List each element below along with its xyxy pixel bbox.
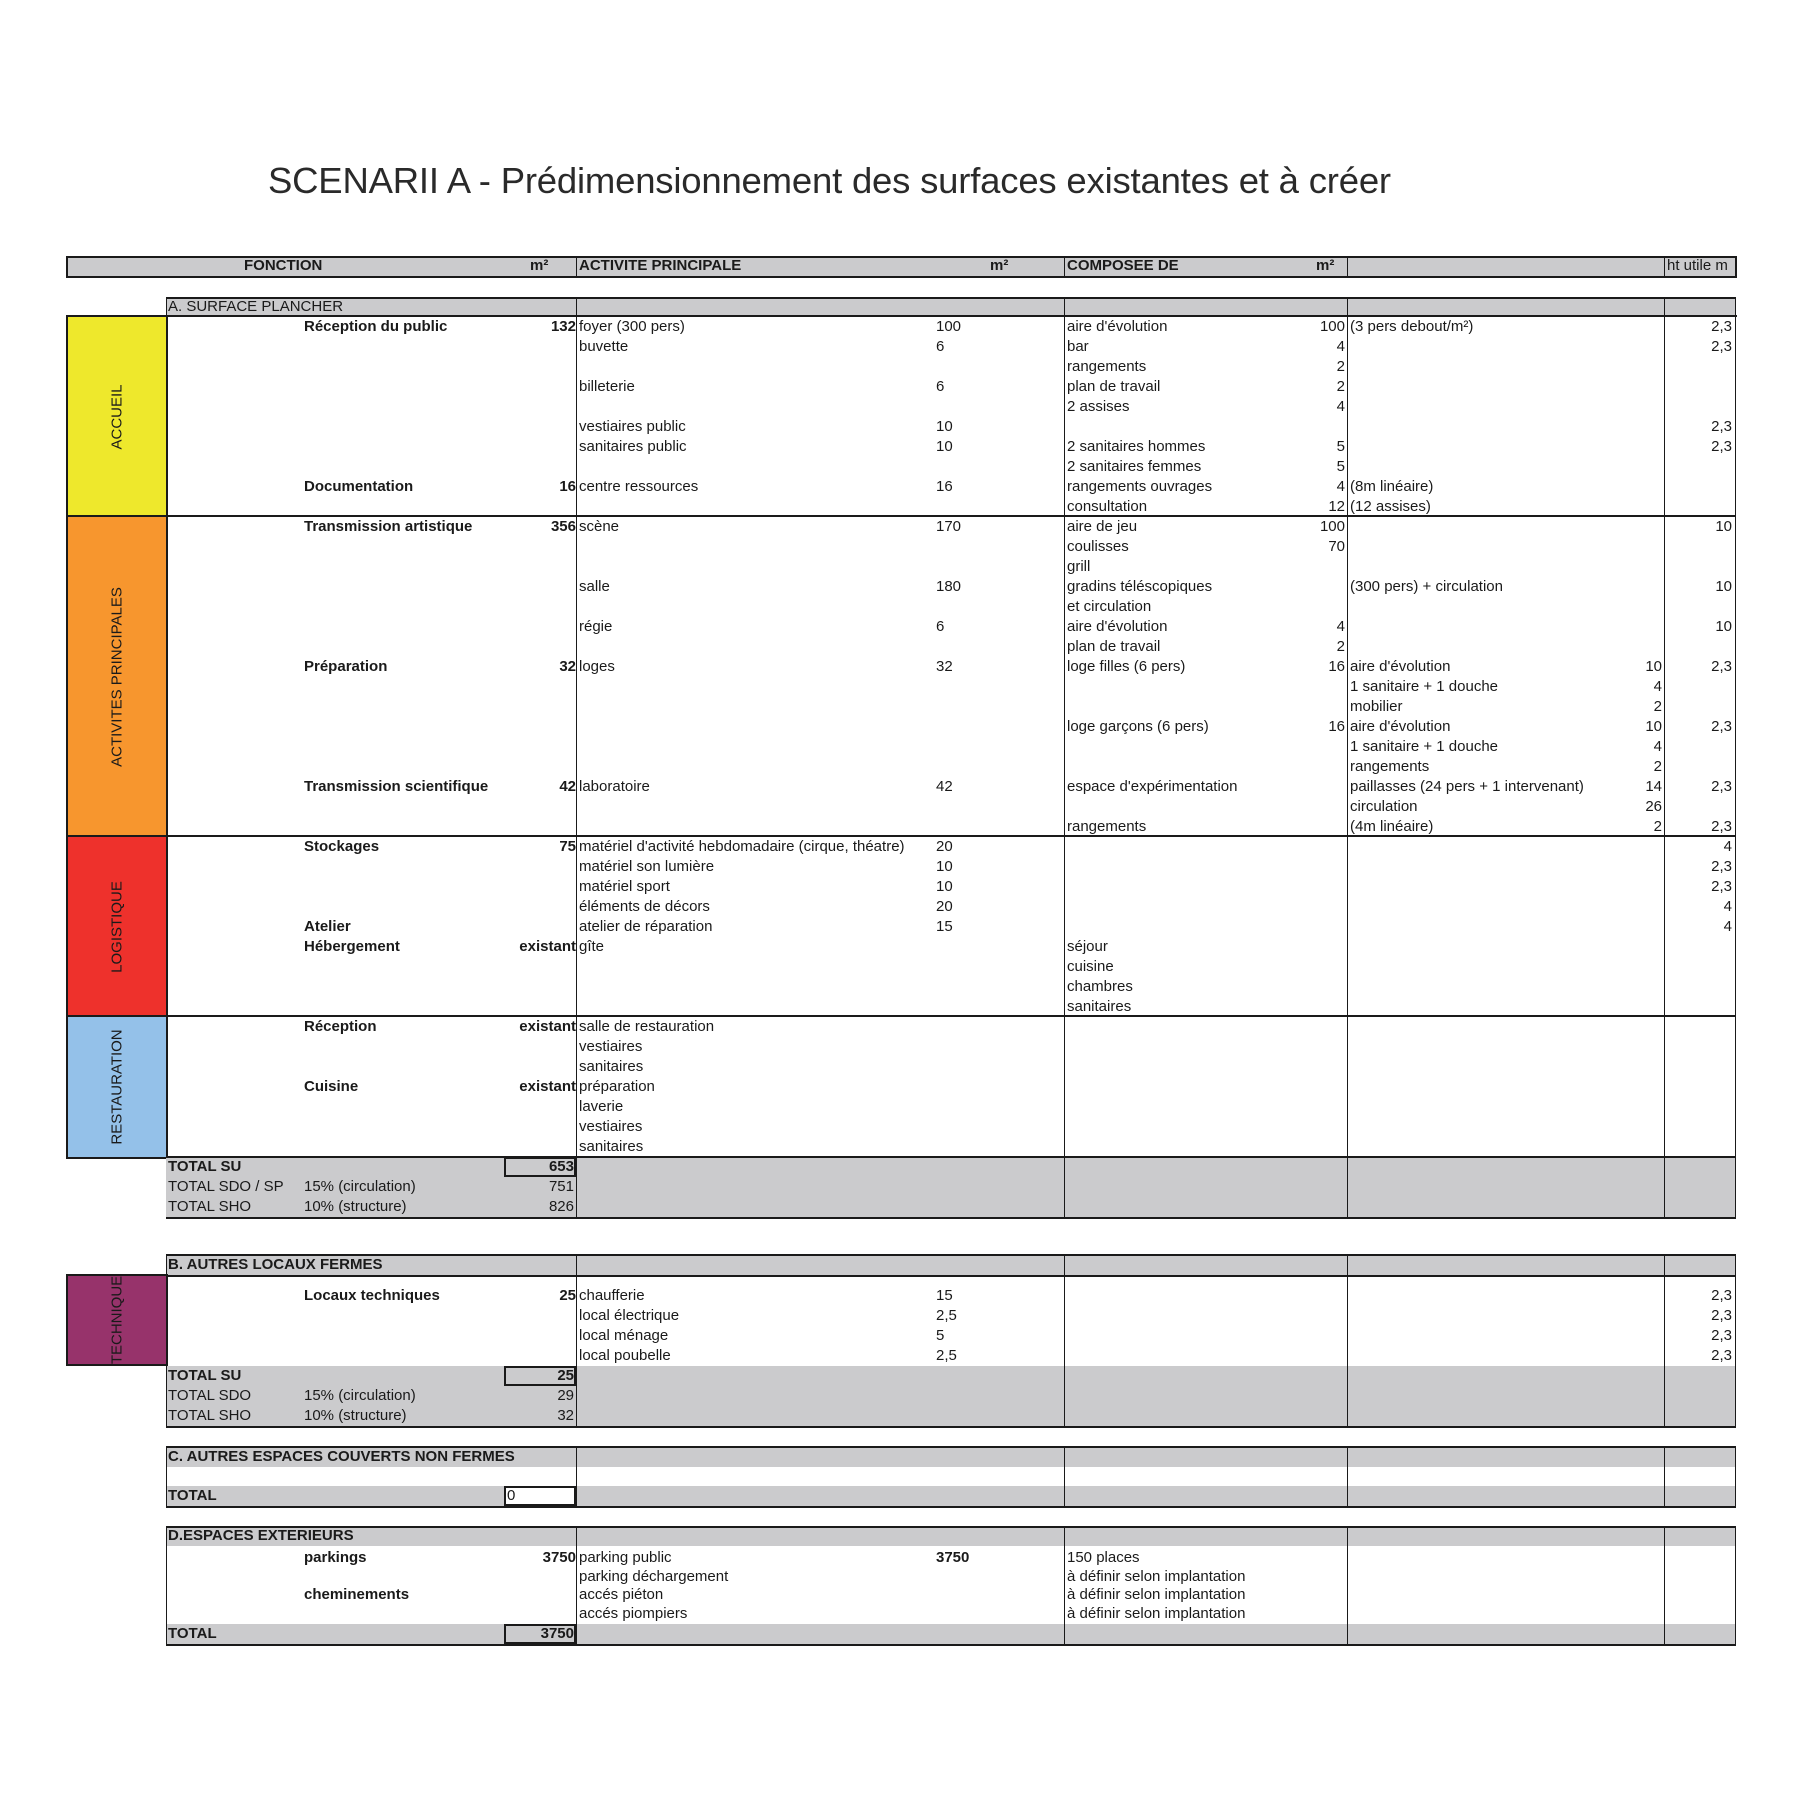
- section-title: B. AUTRES LOCAUX FERMES: [168, 1256, 383, 1273]
- height-value: 10: [1715, 518, 1732, 535]
- total-label: TOTAL SHO: [168, 1198, 252, 1215]
- section-bottom-rule: [166, 1426, 1736, 1428]
- function-name: cheminements: [304, 1586, 410, 1603]
- total-label: TOTAL SU: [168, 1158, 242, 1175]
- column-divider: [576, 1526, 577, 1646]
- component-name: espace d'expérimentation: [1067, 778, 1238, 795]
- function-name: Cuisine: [304, 1078, 359, 1095]
- detail-text: (300 pers) + circulation: [1350, 578, 1503, 595]
- section-title: D.ESPACES EXTERIEURS: [168, 1527, 354, 1544]
- category-label-accueil: ACCUEIL: [108, 384, 126, 450]
- left-border: [166, 1254, 167, 1426]
- activity-area: 15: [936, 1287, 953, 1304]
- detail-text: rangements: [1350, 758, 1430, 775]
- header-m2: m²: [990, 257, 1009, 274]
- function-area: 3750: [542, 1549, 576, 1566]
- total-value-box: [504, 1157, 576, 1177]
- header-fonction: FONCTION: [244, 257, 323, 274]
- activity-area: 170: [936, 518, 962, 535]
- height-value: 2,3: [1711, 1347, 1732, 1364]
- component-name: séjour: [1067, 938, 1108, 955]
- right-border: [1735, 297, 1736, 1217]
- function-area: 16: [559, 478, 576, 495]
- header-m2: m²: [530, 257, 549, 274]
- function-name: Locaux techniques: [304, 1287, 440, 1304]
- height-value: 2,3: [1711, 718, 1732, 735]
- function-area: existant: [519, 1018, 576, 1035]
- component-area: 100: [1319, 518, 1345, 535]
- totals-band: [166, 1624, 1735, 1644]
- activity-area: 6: [936, 618, 945, 635]
- activity-name: éléments de décors: [579, 898, 710, 915]
- detail-text: (12 assises): [1350, 498, 1431, 515]
- detail-area: 2: [1653, 698, 1662, 715]
- column-divider: [1064, 1526, 1065, 1646]
- total-label: TOTAL SHO: [168, 1407, 252, 1424]
- component-name: 2 sanitaires femmes: [1067, 458, 1202, 475]
- left-border: [166, 1526, 167, 1646]
- activity-area: 100: [936, 318, 962, 335]
- component-name: loge filles (6 pers): [1067, 658, 1186, 675]
- component-name: 2 assises: [1067, 398, 1130, 415]
- component-area: 2: [1336, 378, 1345, 395]
- height-value: 2,3: [1711, 818, 1732, 835]
- component-area: 12: [1328, 498, 1345, 515]
- detail-text: (3 pers debout/m²): [1350, 318, 1474, 335]
- total-note: 10% (structure): [304, 1198, 407, 1215]
- activity-name: vestiaires public: [579, 418, 686, 435]
- detail-text: aire d'évolution: [1350, 658, 1451, 675]
- activity-name: vestiaires: [579, 1118, 643, 1135]
- activity-name: billeterie: [579, 378, 635, 395]
- height-value: 2,3: [1711, 1307, 1732, 1324]
- function-area: existant: [519, 938, 576, 955]
- detail-area: 10: [1645, 718, 1662, 735]
- function-area: existant: [519, 1078, 576, 1095]
- category-label-restauration: RESTAURATION: [108, 1029, 126, 1145]
- component-name: cuisine: [1067, 958, 1114, 975]
- function-area: 356: [550, 518, 576, 535]
- activity-area: 20: [936, 838, 953, 855]
- component-area: 70: [1328, 538, 1345, 555]
- component-area: 4: [1336, 478, 1345, 495]
- column-divider: [576, 256, 577, 278]
- detail-area: 4: [1653, 738, 1662, 755]
- activity-name: matériel d'activité hebdomadaire (cirque, théatre): [579, 838, 905, 855]
- detail-text: mobilier: [1350, 698, 1403, 715]
- activity-name: laboratoire: [579, 778, 650, 795]
- function-area: 32: [559, 658, 576, 675]
- total-value: 653: [548, 1158, 574, 1175]
- section-bottom-rule: [166, 1217, 1736, 1219]
- header-composee: COMPOSEE DE: [1067, 257, 1179, 274]
- component-name: consultation: [1067, 498, 1148, 515]
- component-name: rangements ouvrages: [1067, 478, 1213, 495]
- group-rule: [166, 1015, 1736, 1017]
- column-divider: [576, 1446, 577, 1508]
- function-area: 132: [550, 318, 576, 335]
- header-m2: m²: [1316, 257, 1335, 274]
- totals-rule: [166, 1156, 1736, 1158]
- height-value: 10: [1715, 618, 1732, 635]
- activity-area: 16: [936, 478, 953, 495]
- component-name: gradins téléscopiques: [1067, 578, 1213, 595]
- component-area: 5: [1336, 438, 1345, 455]
- activity-area: 10: [936, 878, 953, 895]
- detail-text: (4m linéaire): [1350, 818, 1434, 835]
- activity-name: local électrique: [579, 1307, 680, 1324]
- activity-name: chaufferie: [579, 1287, 645, 1304]
- activity-name: buvette: [579, 338, 629, 355]
- column-divider: [1064, 1254, 1065, 1426]
- height-value: 4: [1723, 918, 1732, 935]
- activity-name: local poubelle: [579, 1347, 671, 1364]
- component-name: aire d'évolution: [1067, 618, 1168, 635]
- total-label: TOTAL SDO / SP: [168, 1178, 284, 1195]
- activity-area: 5: [936, 1327, 945, 1344]
- activity-name: salle: [579, 578, 610, 595]
- column-divider: [576, 1254, 577, 1426]
- activity-area: 3750: [936, 1549, 970, 1566]
- height-value: 2,3: [1711, 418, 1732, 435]
- activity-area: 2,5: [936, 1347, 957, 1364]
- column-divider: [1347, 1157, 1348, 1217]
- component-area: 100: [1319, 318, 1345, 335]
- height-value: 2,3: [1711, 438, 1732, 455]
- height-value: 2,3: [1711, 338, 1732, 355]
- group-rule: [166, 515, 1736, 517]
- column-divider: [1064, 297, 1065, 1217]
- activity-area: 10: [936, 438, 953, 455]
- column-divider: [1347, 256, 1348, 278]
- component-name: plan de travail: [1067, 638, 1161, 655]
- component-name: coulisses: [1067, 538, 1129, 555]
- component-name: à définir selon implantation: [1067, 1586, 1246, 1603]
- activity-name: sanitaires: [579, 1058, 644, 1075]
- activity-name: foyer (300 pers): [579, 318, 685, 335]
- function-name: Documentation: [304, 478, 414, 495]
- category-label-activites: ACTIVITES PRINCIPALES: [108, 587, 126, 767]
- column-divider: [1347, 1254, 1348, 1426]
- column-divider: [1064, 1446, 1065, 1508]
- column-divider: [1664, 297, 1665, 1217]
- activity-name: sanitaires: [579, 1138, 644, 1155]
- detail-text: 1 sanitaire + 1 douche: [1350, 738, 1499, 755]
- height-value: 4: [1723, 898, 1732, 915]
- total-value: 826: [548, 1198, 574, 1215]
- activity-name: matériel sport: [579, 878, 670, 895]
- detail-text: 1 sanitaire + 1 douche: [1350, 678, 1499, 695]
- activity-name: préparation: [579, 1078, 655, 1095]
- activity-name: accés piéton: [579, 1586, 664, 1603]
- component-name: bar: [1067, 338, 1089, 355]
- activity-name: matériel son lumière: [579, 858, 715, 875]
- component-name: chambres: [1067, 978, 1133, 995]
- activity-name: salle de restauration: [579, 1018, 715, 1035]
- detail-area: 26: [1645, 798, 1662, 815]
- component-name: et circulation: [1067, 598, 1152, 615]
- detail-area: 2: [1653, 758, 1662, 775]
- column-divider: [1664, 1254, 1665, 1426]
- activity-area: 180: [936, 578, 962, 595]
- component-name: à définir selon implantation: [1067, 1605, 1246, 1622]
- component-area: 4: [1336, 618, 1345, 635]
- activity-name: accés piompiers: [579, 1605, 688, 1622]
- total-label: TOTAL: [168, 1625, 217, 1642]
- section-title: A. SURFACE PLANCHER: [168, 298, 344, 315]
- column-divider: [1664, 1157, 1665, 1217]
- column-divider: [1664, 256, 1665, 278]
- component-area: 16: [1328, 658, 1345, 675]
- component-name: plan de travail: [1067, 378, 1161, 395]
- height-value: 4: [1723, 838, 1732, 855]
- height-value: 2,3: [1711, 878, 1732, 895]
- activity-area: 10: [936, 858, 953, 875]
- detail-text: circulation: [1350, 798, 1418, 815]
- activity-area: 42: [936, 778, 953, 795]
- component-area: 2: [1336, 638, 1345, 655]
- height-value: 2,3: [1711, 1327, 1732, 1344]
- total-note: 15% (circulation): [304, 1387, 416, 1404]
- detail-text: aire d'évolution: [1350, 718, 1451, 735]
- component-name: grill: [1067, 558, 1091, 575]
- right-border: [1735, 1254, 1736, 1426]
- function-name: Transmission artistique: [304, 518, 473, 535]
- activity-area: 6: [936, 378, 945, 395]
- component-name: rangements: [1067, 818, 1147, 835]
- function-name: Préparation: [304, 658, 388, 675]
- column-divider: [576, 297, 577, 1217]
- detail-area: 2: [1653, 818, 1662, 835]
- column-divider: [1664, 1446, 1665, 1508]
- total-value: 25: [557, 1367, 574, 1384]
- total-value: 29: [557, 1387, 574, 1404]
- height-value: 2,3: [1711, 858, 1732, 875]
- function-name: Réception: [304, 1018, 377, 1035]
- component-name: aire de jeu: [1067, 518, 1138, 535]
- function-name: Hébergement: [304, 938, 400, 955]
- activity-name: centre ressources: [579, 478, 699, 495]
- header-activite: ACTIVITE PRINCIPALE: [579, 257, 742, 274]
- activity-area: 2,5: [936, 1307, 957, 1324]
- total-value: 3750: [540, 1625, 574, 1642]
- header-ht-utile: ht utile m: [1667, 257, 1728, 274]
- height-value: 2,3: [1711, 658, 1732, 675]
- component-name: loge garçons (6 pers): [1067, 718, 1209, 735]
- column-divider: [1664, 1526, 1665, 1646]
- total-value-box: [504, 1366, 576, 1386]
- total-label: TOTAL SDO: [168, 1387, 252, 1404]
- activity-name: scène: [579, 518, 620, 535]
- detail-text: paillasses (24 pers + 1 intervenant): [1350, 778, 1584, 795]
- column-divider: [1347, 1526, 1348, 1646]
- activity-name: local ménage: [579, 1327, 669, 1344]
- activity-name: vestiaires: [579, 1038, 643, 1055]
- column-divider: [1347, 297, 1348, 1217]
- function-name: Stockages: [304, 838, 380, 855]
- right-border: [1735, 1446, 1736, 1508]
- page-title: SCENARII A - Prédimensionnement des surfaces existantes et à créer: [268, 160, 1391, 201]
- function-name: Transmission scientifique: [304, 778, 489, 795]
- component-name: aire d'évolution: [1067, 318, 1168, 335]
- activity-name: atelier de réparation: [579, 918, 713, 935]
- activity-name: laverie: [579, 1098, 624, 1115]
- activity-name: parking public: [579, 1549, 672, 1566]
- total-label: TOTAL SU: [168, 1367, 242, 1384]
- component-name: sanitaires: [1067, 998, 1132, 1015]
- component-name: à définir selon implantation: [1067, 1568, 1246, 1585]
- height-value: 2,3: [1711, 318, 1732, 335]
- activity-area: 20: [936, 898, 953, 915]
- detail-area: 4: [1653, 678, 1662, 695]
- total-label: TOTAL: [168, 1487, 217, 1504]
- activity-name: sanitaires public: [579, 438, 687, 455]
- total-note: 10% (structure): [304, 1407, 407, 1424]
- component-area: 4: [1336, 338, 1345, 355]
- function-area: 75: [559, 838, 576, 855]
- section-title: C. AUTRES ESPACES COUVERTS NON FERMES: [168, 1448, 515, 1465]
- column-divider: [576, 1157, 577, 1217]
- function-name: Atelier: [304, 918, 351, 935]
- activity-name: régie: [579, 618, 613, 635]
- activity-name: gîte: [579, 938, 605, 955]
- activity-area: 15: [936, 918, 953, 935]
- right-border: [1735, 1526, 1736, 1646]
- activity-area: 32: [936, 658, 953, 675]
- height-value: 2,3: [1711, 1287, 1732, 1304]
- function-name: parkings: [304, 1549, 367, 1566]
- height-value: 10: [1715, 578, 1732, 595]
- section-bottom-rule: [166, 1506, 1736, 1508]
- activity-name: parking déchargement: [579, 1568, 729, 1585]
- component-area: 16: [1328, 718, 1345, 735]
- category-label-logistique: LOGISTIQUE: [108, 881, 126, 973]
- column-divider: [1347, 1446, 1348, 1508]
- activity-area: 6: [936, 338, 945, 355]
- component-name: 2 sanitaires hommes: [1067, 438, 1206, 455]
- left-border: [166, 1446, 167, 1508]
- activity-area: 10: [936, 418, 953, 435]
- total-value: 751: [548, 1178, 574, 1195]
- detail-text: (8m linéaire): [1350, 478, 1434, 495]
- function-area: 25: [559, 1287, 576, 1304]
- section-rule: [166, 1275, 1736, 1277]
- column-divider: [1064, 1157, 1065, 1217]
- component-name: rangements: [1067, 358, 1147, 375]
- total-note: 15% (circulation): [304, 1178, 416, 1195]
- function-name: Réception du public: [304, 318, 448, 335]
- detail-area: 14: [1645, 778, 1662, 795]
- activity-name: loges: [579, 658, 615, 675]
- component-name: 150 places: [1067, 1549, 1140, 1566]
- detail-area: 10: [1645, 658, 1662, 675]
- component-area: 5: [1336, 458, 1345, 475]
- section-bottom-rule: [166, 1644, 1736, 1646]
- total-value: 0: [507, 1487, 516, 1504]
- totals-band: [166, 1486, 1735, 1506]
- column-divider: [1064, 256, 1065, 278]
- component-area: 2: [1336, 358, 1345, 375]
- total-value: 32: [557, 1407, 574, 1424]
- function-area: 42: [559, 778, 576, 795]
- category-label-technique: TECHNIQUE: [108, 1275, 126, 1365]
- height-value: 2,3: [1711, 778, 1732, 795]
- component-area: 4: [1336, 398, 1345, 415]
- group-rule: [166, 835, 1736, 837]
